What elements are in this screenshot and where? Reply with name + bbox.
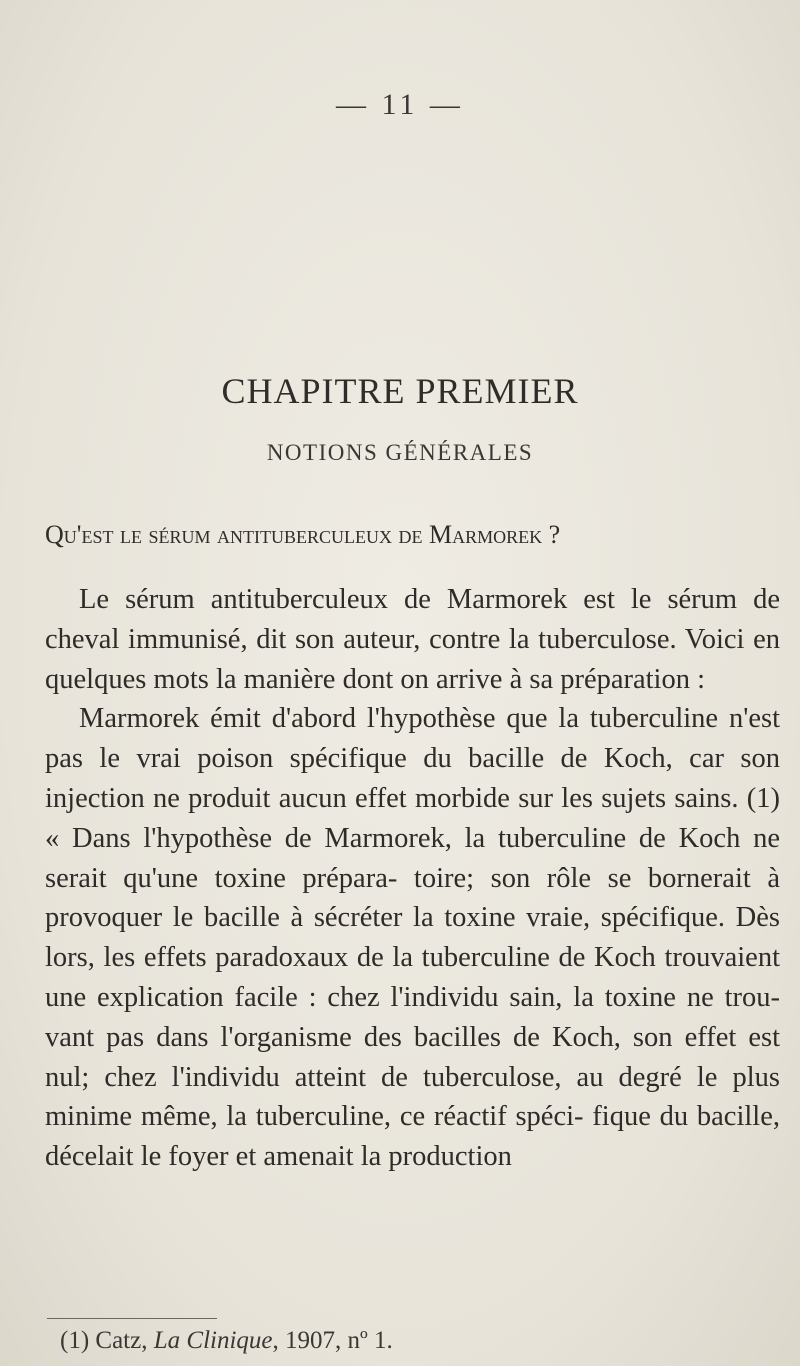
chapter-subtitle: NOTIONS GÉNÉRALES — [266, 440, 534, 465]
section-heading-end: ? — [542, 520, 561, 549]
section-heading-name-initial: M — [428, 520, 453, 549]
paragraph: Marmorek émit d'abord l'hypothèse que la tuberculine n'est pas le vrai poison spécifique du bacille de Koch, car son injection ne produit aucun effet morbide sur les sujets sains. (1) « Dans l'hypothèse de Marmorek, la tuberculine de Koch ne serait qu'une toxine prépara- toire; son rôle se bornerait à provoquer le bacille à sécréter la toxine vraie, spécifique. Dès lors, les effets paradoxaux de la tuberculine de Koch trouvaient une explication facile : chez l'individu sain, la toxine ne trou- vant pas dans l'organisme des bacilles de Koch, son effet est nul; chez l'individu atteint de tuberculose, au degré le plus minime même, la tuberculine, ce réactif spéci- fique du bacille, décelait le foyer et amenait la production — [45, 703, 780, 1173]
footnote-marker: (1) — [60, 1327, 90, 1354]
paragraph: Le sérum antituberculeux de Marmorek est le sérum de cheval immunisé, dit son auteur, contre la tuberculose. Voici en quelques mots la manière dont on arrive à sa préparation : — [45, 584, 780, 695]
page-number: — 11 — — [336, 88, 464, 121]
footnote — [60, 1327, 760, 1355]
section-heading-initial: Q — [45, 520, 64, 549]
footnote-author: Catz, — [95, 1327, 148, 1354]
chapter-title: CHAPITRE PREMIER — [221, 371, 579, 411]
section-heading — [45, 520, 765, 550]
footnote-details: , 1907, nº 1. — [272, 1327, 393, 1354]
footnote-rule — [47, 1318, 217, 1319]
body-text — [45, 580, 780, 1177]
footnote-journal: La Clinique — [153, 1327, 273, 1354]
section-heading-text: u'est le sérum antituberculeux de — [63, 520, 429, 549]
section-heading-name: armorek — [452, 520, 543, 549]
